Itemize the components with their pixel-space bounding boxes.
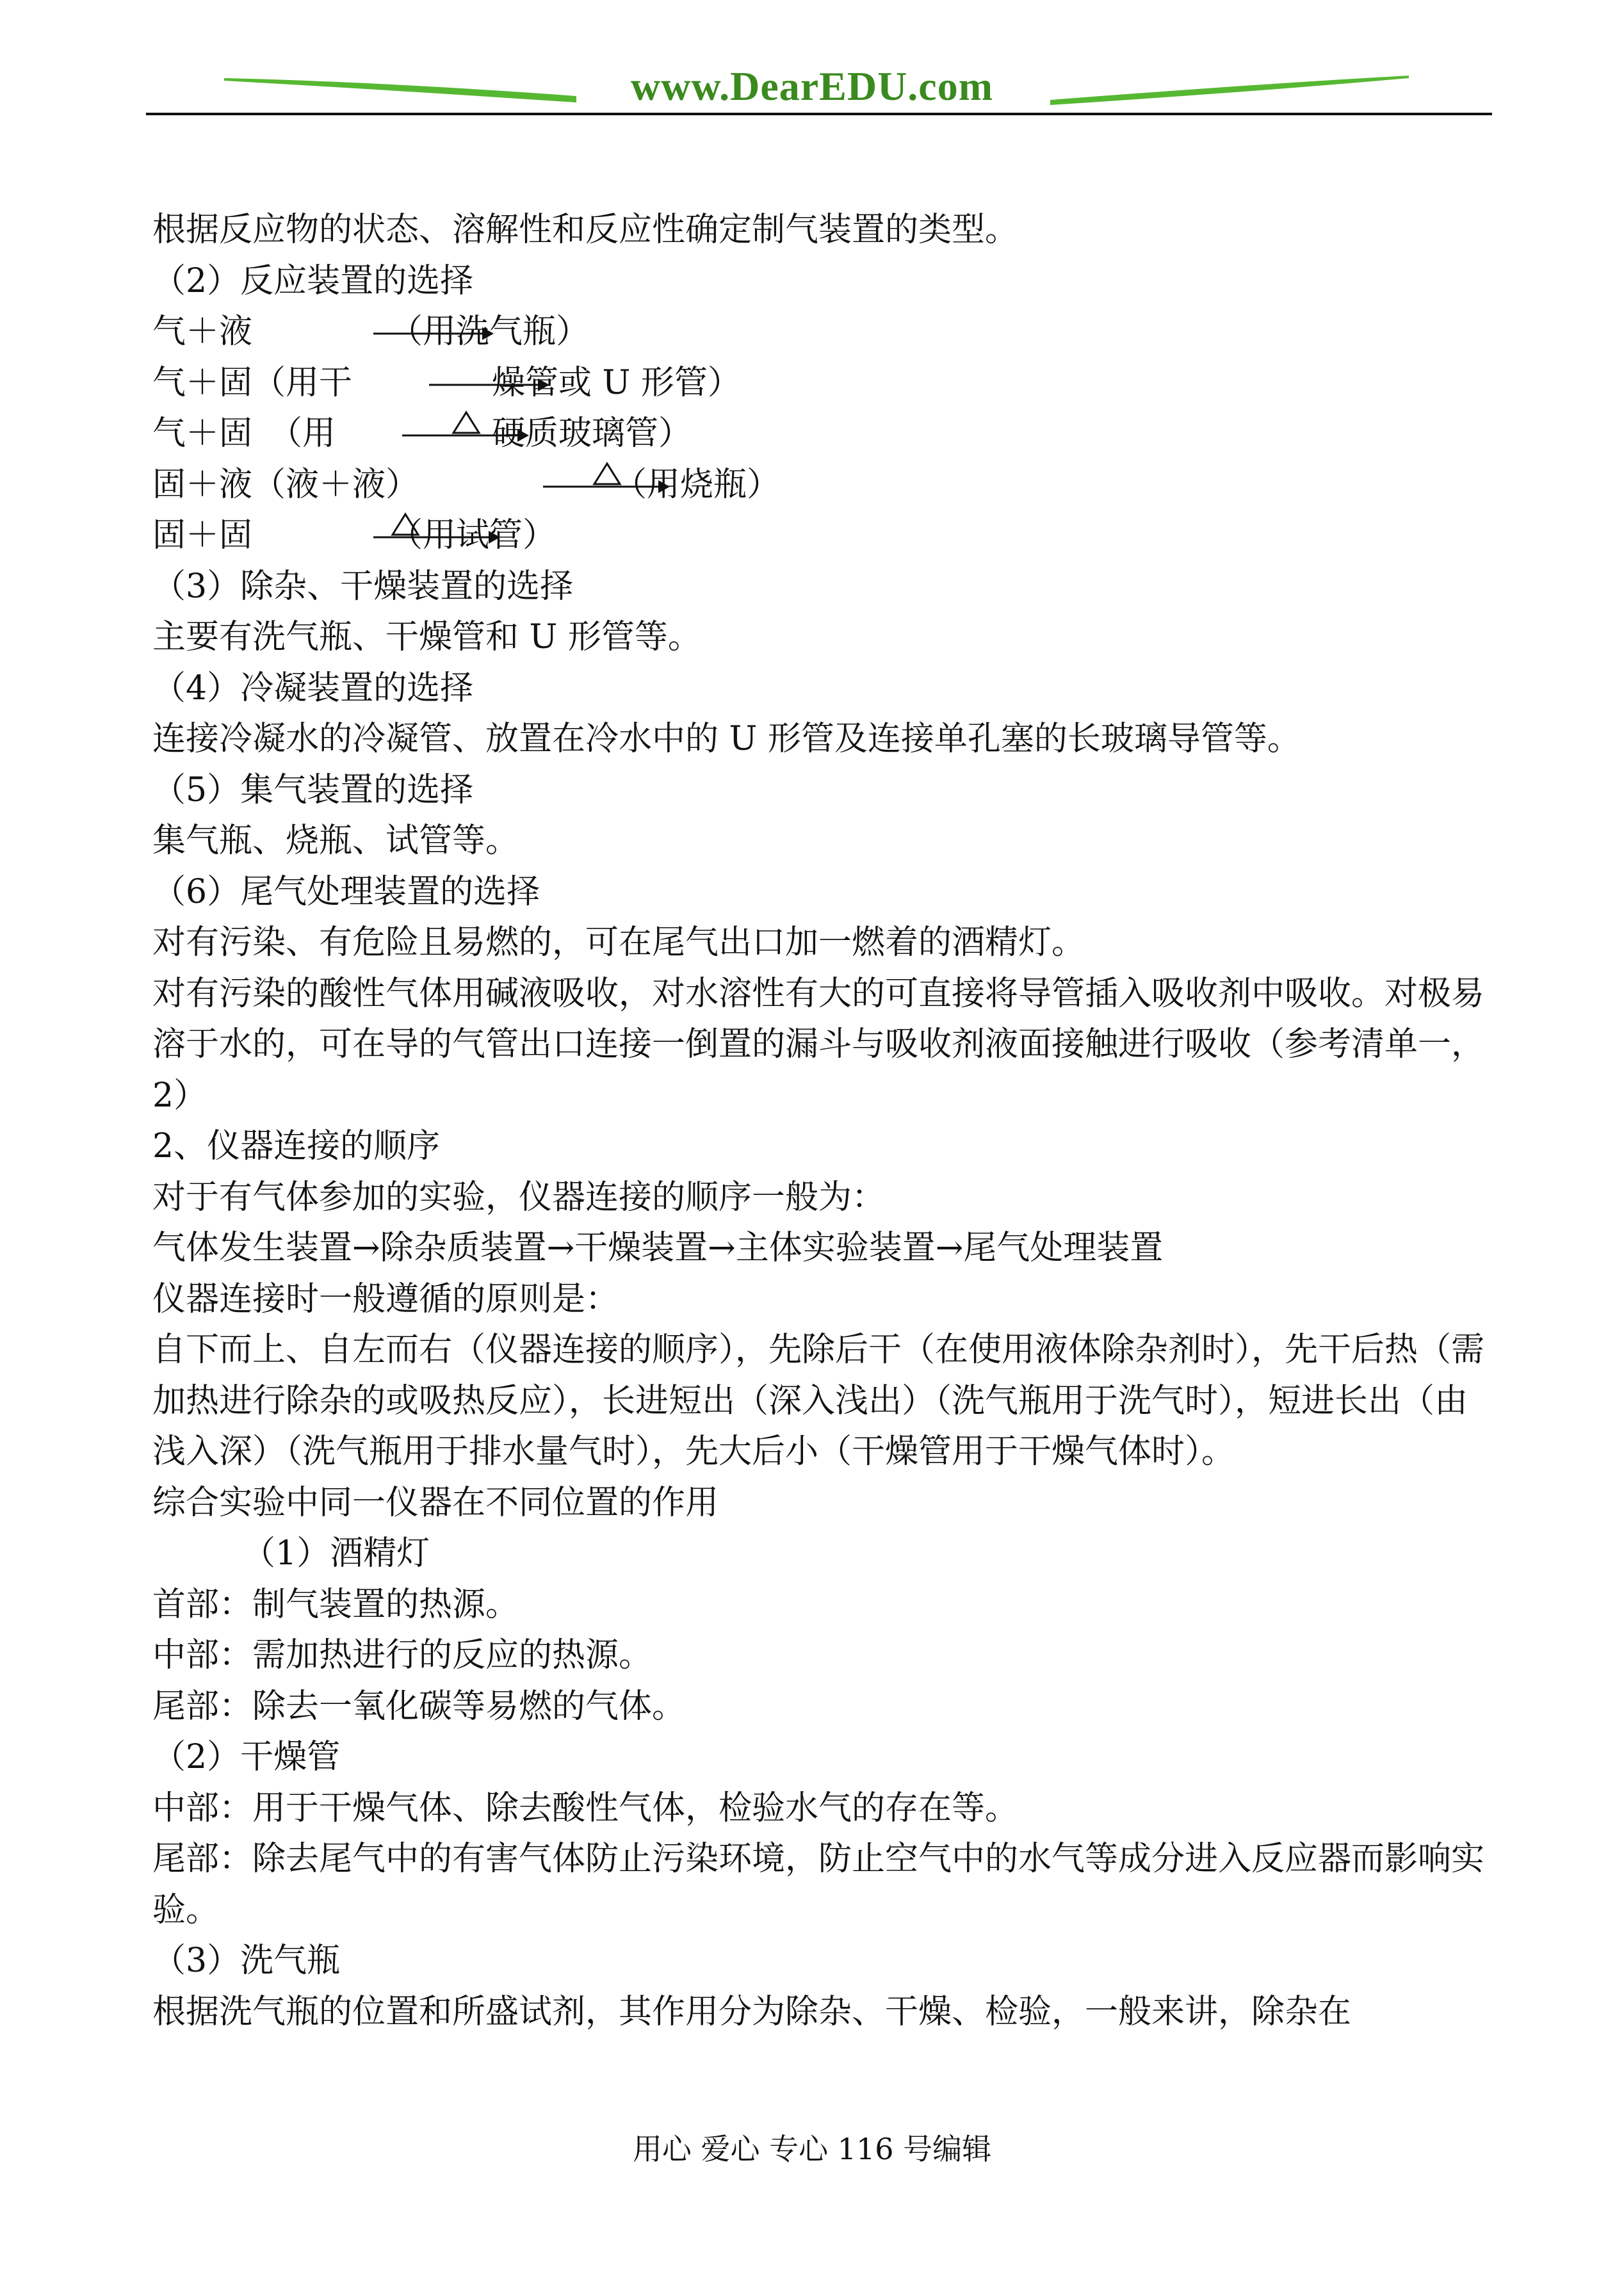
- apparatus-row: [152, 358, 1491, 409]
- apparatus-row: [152, 510, 1491, 562]
- apparatus-left: 固＋固: [152, 516, 253, 555]
- site-logo-text: www.DearEDU.com: [631, 63, 993, 109]
- text-line: 尾部：除去一氧化碳等易燃的气体。: [152, 1687, 686, 1726]
- apparatus-left: 气＋固 （用: [152, 414, 336, 453]
- apparatus-left: 固＋液（液＋液）: [152, 465, 419, 504]
- text-line: 根据反应物的状态、溶解性和反应性确定制气装置的类型。: [152, 211, 1019, 249]
- document-body: [152, 205, 1491, 2038]
- section-heading: （4）冷凝装置的选择: [152, 669, 474, 708]
- text-line: 对有污染、有危险且易燃的，可在尾气出口加一燃着的酒精灯。: [152, 923, 1085, 962]
- apparatus-row: [152, 307, 1491, 358]
- paragraph: 对有污染的酸性气体用碱液吸收，对水溶性有大的可直接将导管插入吸收剂中吸收。对极易溶于水的，可在导的气管出口连接一倒置的漏斗与吸收剂液面接触进行吸收（参考清单一，2）: [152, 974, 1485, 1115]
- section-heading: （2）反应装置的选择: [152, 261, 474, 300]
- section-heading: （3）除杂、干燥装置的选择: [152, 567, 574, 606]
- text-line: 根据洗气瓶的位置和所盛试剂，其作用分为除杂、干燥、检验，一般来讲，除杂在: [152, 1992, 1352, 2031]
- apparatus-right: （用洗气瓶）: [389, 312, 590, 351]
- section-heading: （5）集气装置的选择: [152, 770, 474, 809]
- sequence-line: 气体发生装置→除杂质装置→干燥装置→主体实验装置→尾气处理装置: [152, 1229, 1164, 1267]
- text-line: 主要有洗气瓶、干燥管和 U 形管等。: [152, 618, 701, 656]
- paragraph: 自下而上、自左而右（仪器连接的顺序），先除后干（在使用液体除杂剂时），先干后热（需加热进行除杂的或吸热反应），长进短出（深入浅出）（洗气瓶用于洗气时），短进长出（由浅入深）（洗气瓶用于排水量气时），先大后小（干燥管用于干燥气体时）。: [152, 1331, 1485, 1471]
- sub-heading: （3）洗气瓶: [152, 1942, 341, 1980]
- section-heading: 综合实验中同一仪器在不同位置的作用: [152, 1483, 719, 1522]
- apparatus-left: 气＋液: [152, 312, 253, 351]
- section-heading: （6）尾气处理装置的选择: [152, 872, 540, 911]
- text-line: 集气瓶、烧瓶、试管等。: [152, 822, 519, 860]
- apparatus-row: [152, 409, 1491, 460]
- text-line: 对于有气体参加的实验，仪器连接的顺序一般为：: [152, 1178, 886, 1217]
- apparatus-right: 燥管或 U 形管）: [492, 363, 741, 402]
- text-line: 首部：制气装置的热源。: [152, 1585, 519, 1624]
- page-footer: 用心 爱心 专心 116 号编辑: [632, 2132, 992, 2166]
- apparatus-left: 气＋固（用干: [152, 363, 353, 402]
- page-header: [0, 0, 1624, 122]
- apparatus-row: [152, 460, 1491, 511]
- text-line: 中部：需加热进行的反应的热源。: [152, 1636, 653, 1675]
- sub-heading: （1）酒精灯: [242, 1534, 430, 1573]
- text-line: 仪器连接时一般遵循的原则是：: [152, 1279, 619, 1318]
- sub-heading: （2）干燥管: [152, 1738, 341, 1776]
- apparatus-right: 硬质玻璃管）: [492, 414, 692, 453]
- apparatus-right: （用试管）: [389, 516, 556, 555]
- paragraph: 尾部：除去尾气中的有害气体防止污染环境，防止空气中的水气等成分进入反应器而影响实验。: [152, 1840, 1485, 1929]
- text-line: 中部：用于干燥气体、除去酸性气体，检验水气的存在等。: [152, 1788, 1019, 1828]
- text-line: 连接冷凝水的冷凝管、放置在冷水中的 U 形管及连接单孔塞的长玻璃导管等。: [152, 720, 1301, 758]
- apparatus-right: （用烧瓶）: [613, 465, 781, 504]
- section-heading: 2、仪器连接的顺序: [152, 1127, 441, 1165]
